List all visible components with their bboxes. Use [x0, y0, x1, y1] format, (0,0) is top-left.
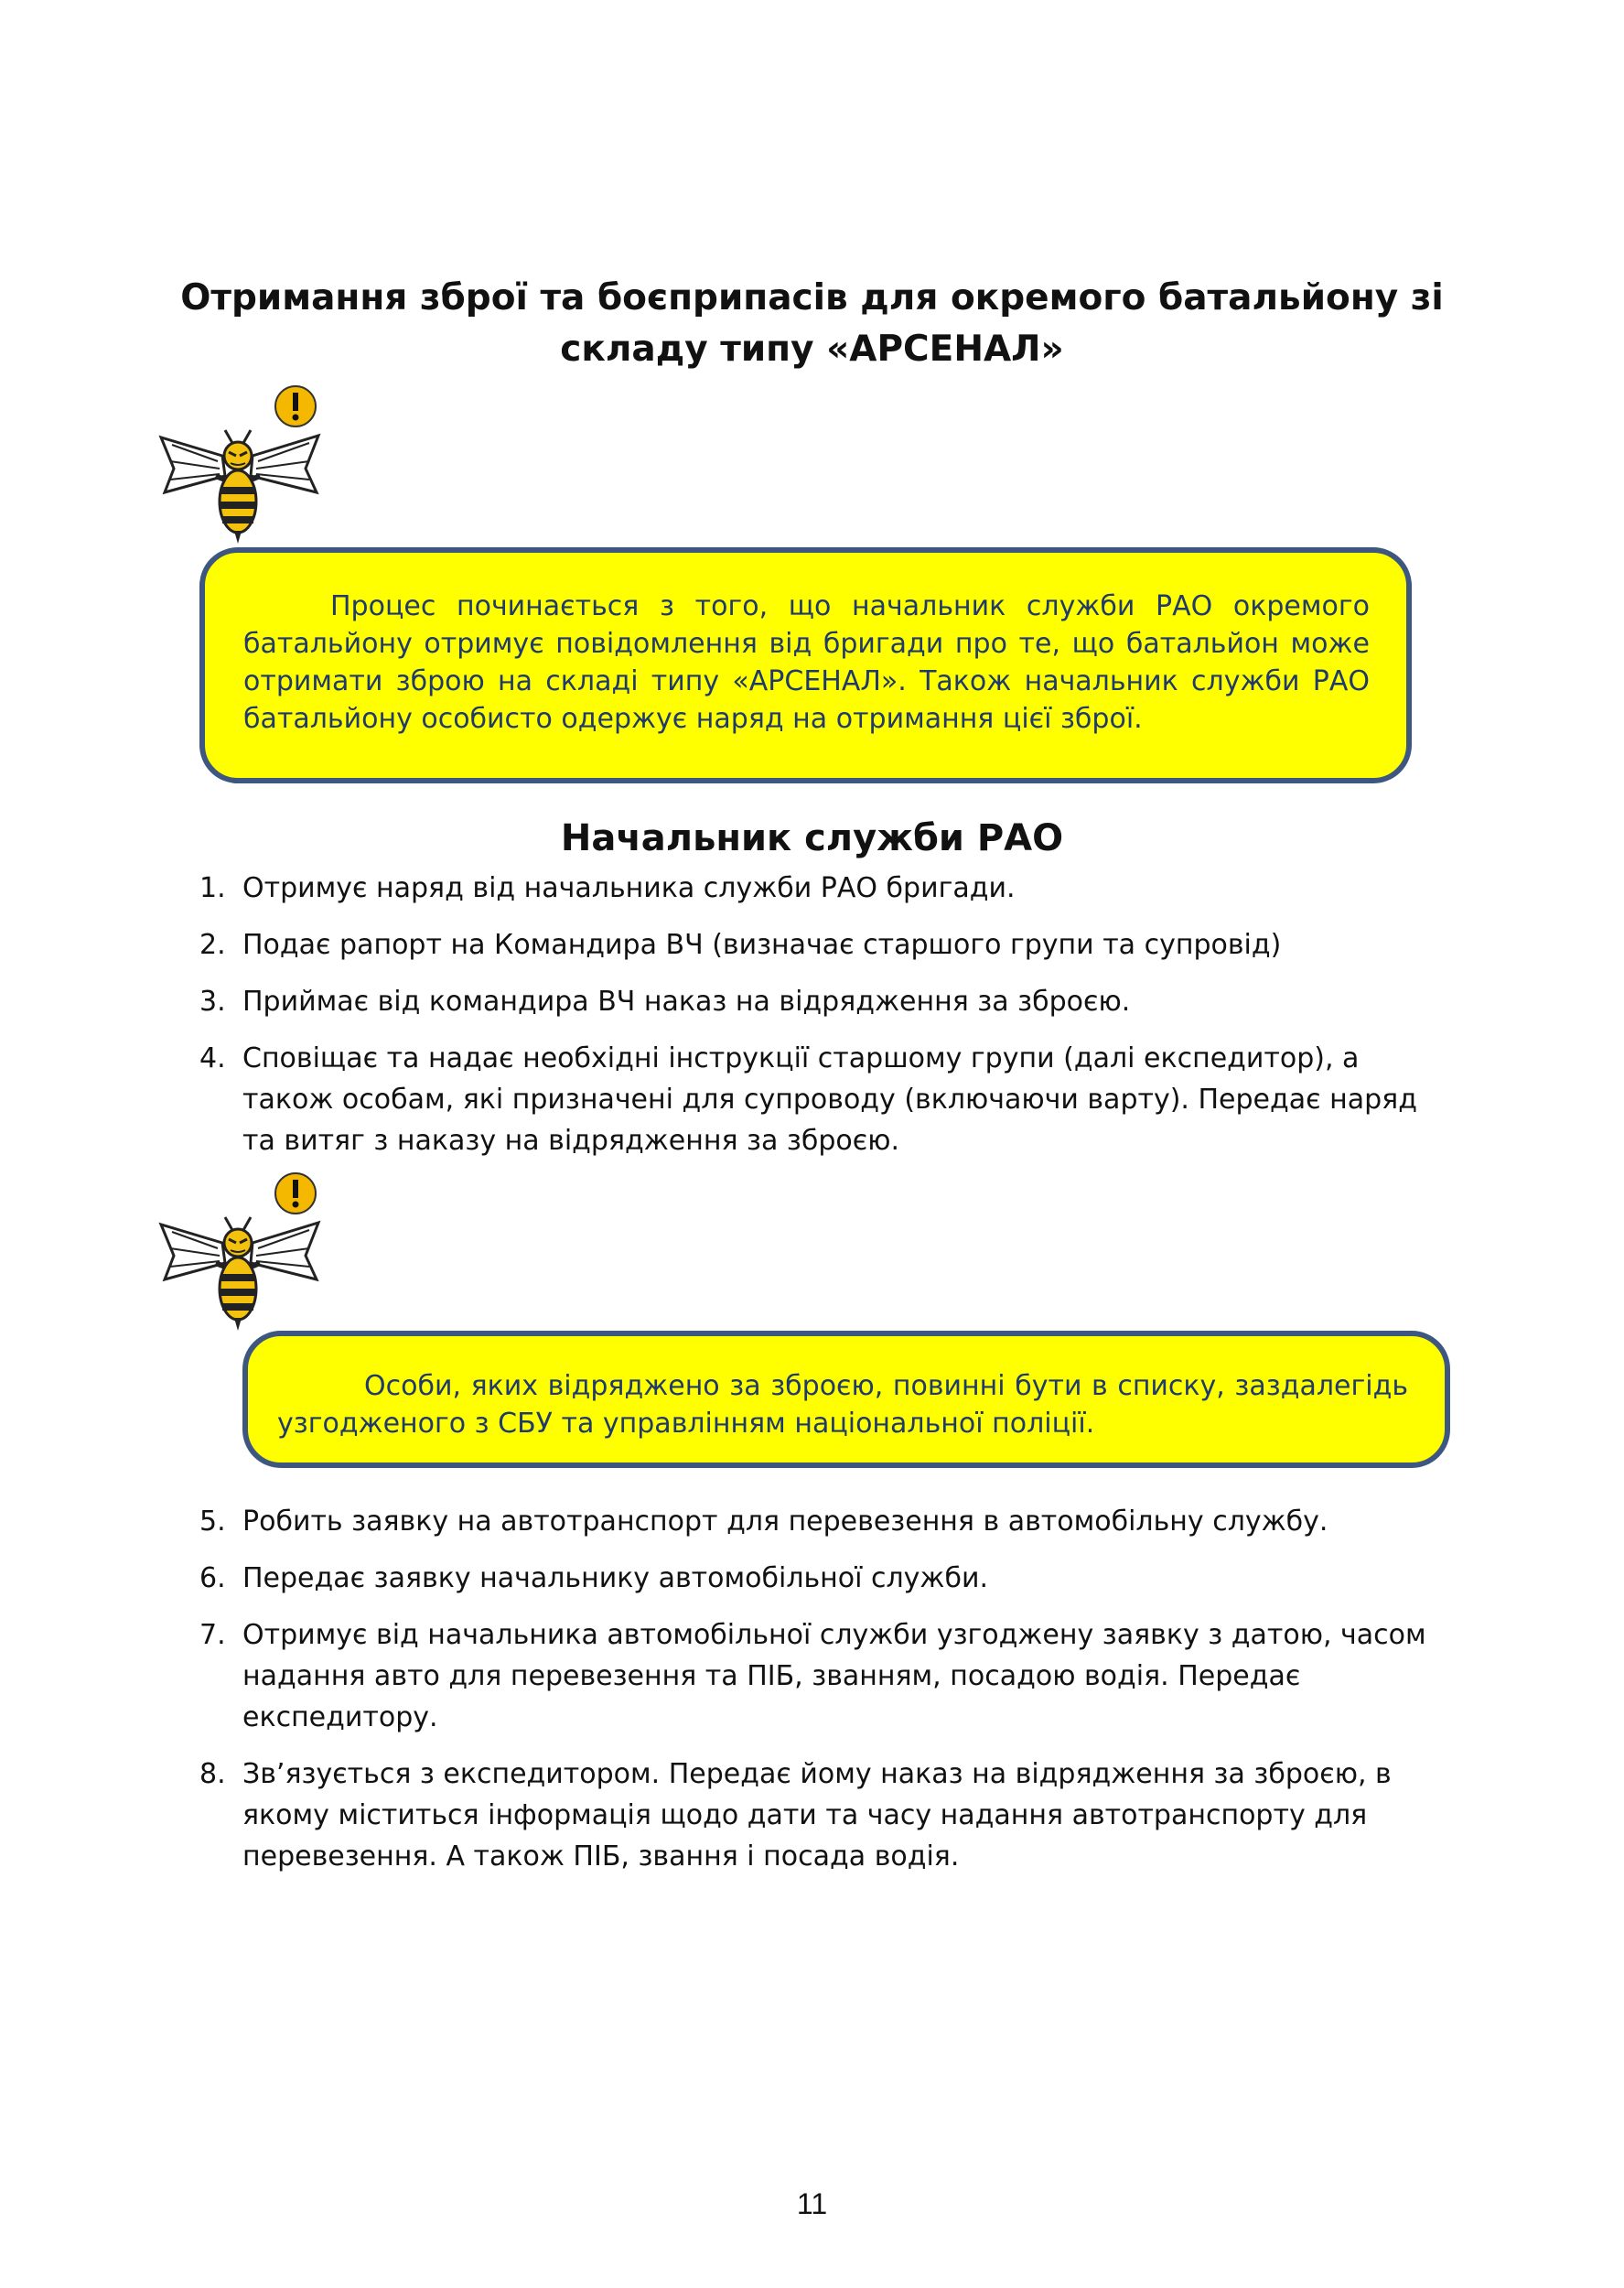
info-callout-2 — [242, 1331, 1450, 1468]
list-item: 7. Отримує від начальника автомобільної служби узгоджену заявку з датою, часом надання авто для перевезення та ПІБ, званням, посадою водія. Передає експедитору. — [199, 1619, 1426, 1733]
steps-list-1 — [192, 868, 1455, 1177]
title-line-1: Отримання зброї та боєприпасів для окремого батальйону зі — [180, 277, 1444, 318]
warning-bee-icon — [154, 384, 328, 545]
page-number: 11 — [796, 2187, 828, 2220]
steps-list-2 — [192, 1501, 1455, 1893]
warning-bee-icon — [154, 1171, 328, 1332]
list-item: 8. Зв’язується з експедитором. Передає йому наказ на відрядження за зброєю, в якому міститься інформація щодо дати та часу надання автотранспорту для перевезення. А також ПІБ, звання і посада водія. — [199, 1758, 1392, 1872]
list-item: 2. Подає рапорт на Командира ВЧ (визначає старшого групи та супровід) — [199, 929, 1282, 961]
list-item: 5. Робить заявку на автотранспорт для перевезення в автомобільну службу. — [199, 1506, 1328, 1538]
list-item: 6. Передає заявку начальнику автомобільної служби. — [199, 1562, 988, 1594]
page-title — [137, 273, 1487, 375]
title-line-2: складу типу «АРСЕНАЛ» — [560, 329, 1064, 370]
section-title: Начальник служби РАО — [560, 817, 1064, 859]
info-callout-1 — [199, 547, 1412, 783]
list-item: 4. Сповіщає та надає необхідні інструкції старшому групи (далі експедитор), а також особам, які призначені для супроводу (включаючи варту). Передає наряд та витяг з наказу на відрядження за зброєю. — [199, 1042, 1417, 1157]
list-item: 3. Приймає від командира ВЧ наказ на відрядження за зброєю. — [199, 986, 1131, 1018]
list-item: 1. Отримує наряд від начальника служби РАО бригади. — [199, 872, 1016, 904]
callout-text: Процес починається з того, що начальник служби РАО окремого батальйону отримує повідомлення від бригади про те, що батальйон може отримати зброю на складі типу «АРСЕНАЛ». Також начальник служби РАО батальйону особисто одержує наряд на отримання цієї зброї. — [243, 590, 1370, 735]
callout-text: Особи, яких відряджено за зброєю, повинні бути в списку, заздалегідь узгодженого з СБУ та управлінням національної поліції. — [277, 1370, 1408, 1440]
